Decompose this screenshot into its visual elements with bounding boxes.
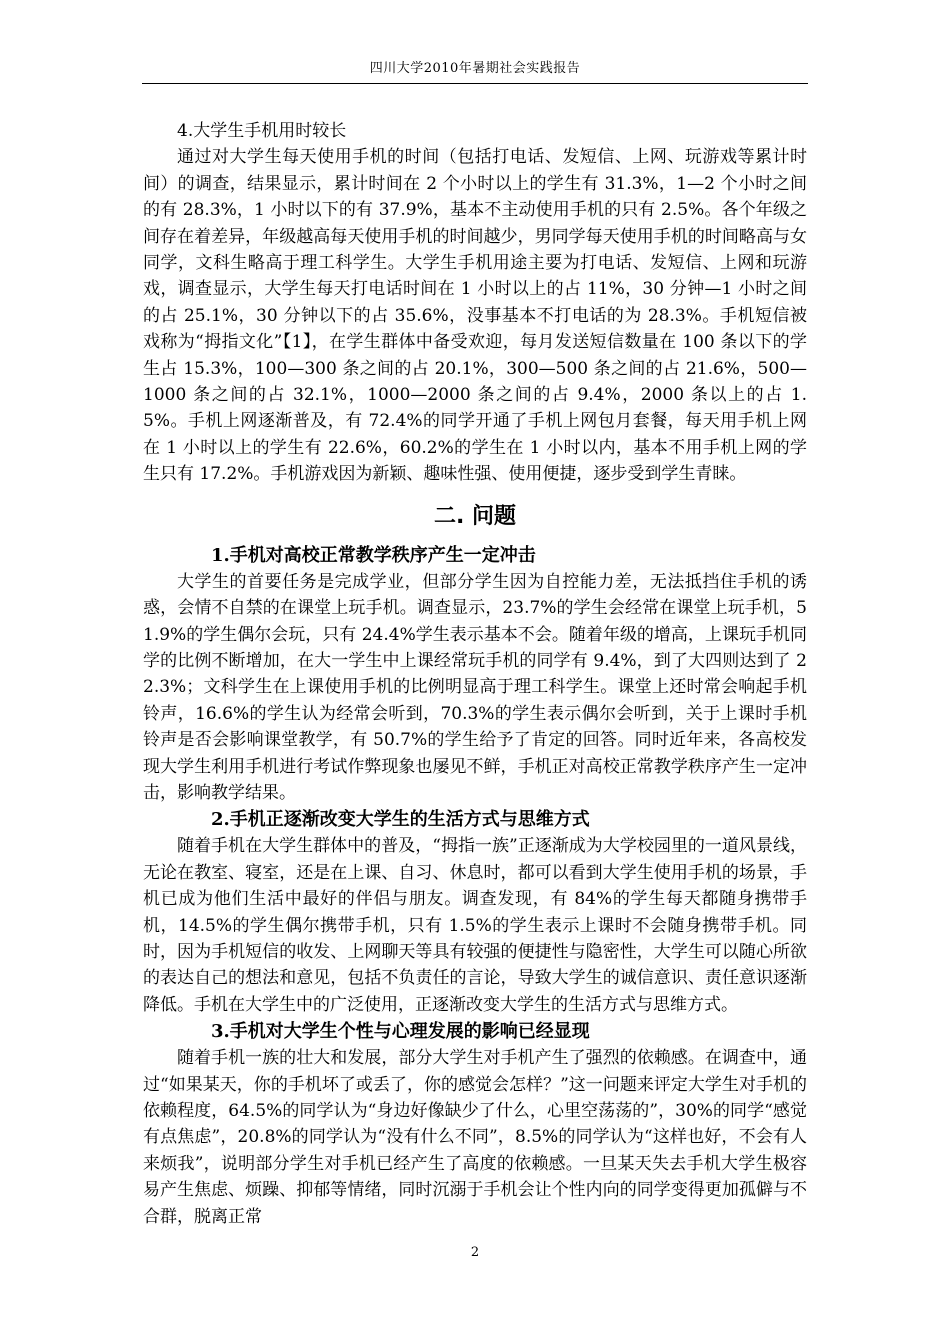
header-divider: [142, 83, 808, 84]
paragraph-teaching-order: 大学生的首要任务是完成学业，但部分学生因为自控能力差，无法抵挡住手机的诱惑，会情不自禁的在课堂上玩手机。调查显示，23.7%的学生会经常在课堂上玩手机，51.9%的学生偶尔会玩，只有 24.4%学生表示基本不会。随着年级的增高，上课玩手机同学的比例不断增加，在大一学生中上课经常玩手机的同学有 9.4%，到了大四则达到了 22.3%；文科学生在上课使用手机的比例明显高于理工科学生。课堂上还时常会响起手机铃声，16.6%的学生认为经常会听到，70.3%的学生表示偶尔会听到，关于上课时手机铃声是否会影响课堂教学，有 50.7%的学生给予了肯定的回答。同时近年来，各高校发现大学生利用手机进行考试作弊现象也屡见不鲜，手机正对高校正常教学秩序产生一定冲击，影响教学结果。: [143, 571, 807, 803]
subsection-heading-teaching-order: 1.手机对高校正常教学秩序产生一定冲击: [211, 544, 536, 566]
paragraph-phone-usage-time: 通过对大学生每天使用手机的时间（包括打电话、发短信、上网、玩游戏等累计时间）的调查，结果显示，累计时间在 2 个小时以上的学生有 31.3%，1—2 个小时之间的有 28.3%，1 小时以下的有 37.9%，基本不主动使用手机的只有 2.5%。各个年级之间存在着差异，年级越高每天使用手机的时间越少，男同学每天使用手机的时间略高与女同学，文科生略高于理工科学生。大学生手机用途主要为打电话、发短信、上网和玩游戏，调查显示，大学生每天打电话时间在 1 小时以上的占 11%，30 分钟—1 小时之间的占 25.1%，30 分钟以下的占 35.6%，没事基本不打电话的为 28.3%。手机短信被戏称为“拇指文化”【1】，在学生群体中备受欢迎，每月发送短信数量在 100 条以下的学生占 15.3%，100—300 条之间的占 20.1%，300—500 条之间的占 21.6%，500—1000 条之间的占 32.1%，1000—2000 条之间的占 9.4%，2000 条以上的占 1.5%。手机上网逐渐普及，有 72.4%的同学开通了手机上网包月套餐，每天用手机上网在 1 小时以上的学生有 22.6%，60.2%的学生在 1 小时以内，基本不用手机上网的学生只有 17.2%。手机游戏因为新颖、趣味性强、使用便捷，逐步受到学生青睐。: [143, 147, 807, 485]
paragraph-psychology: 随着手机一族的壮大和发展，部分大学生对手机产生了强烈的依赖感。在调查中，通过“如果某天，你的手机坏了或丢了，你的感觉会怎样？”这一问题来评定大学生对手机的依赖程度，64.5%的同学认为“身边好像缺少了什么，心里空荡荡的”，30%的同学“感觉有点焦虑”，20.8%的同学认为“没有什么不同”，8.5%的同学认为“这样也好，不会有人来烦我”，说明部分学生对手机已经产生了高度的依赖感。一旦某天失去手机大学生极容易产生焦虑、烦躁、抑郁等情绪，同时沉溺于手机会让个性内向的同学变得更加孤僻与不合群，脱离正常: [143, 1048, 807, 1227]
page-body: [143, 118, 807, 1230]
running-header: 四川大学2010年暑期社会实践报告: [369, 61, 581, 76]
subsection-heading-psychology: 3.手机对大学生个性与心理发展的影响已经显现: [211, 1021, 590, 1043]
page-number: 2: [470, 1245, 480, 1260]
paragraph-lifestyle: 随着手机在大学生群体中的普及，“拇指一族”正逐渐成为大学校园里的一道风景线，无论在教室、寝室，还是在上课、自习、休息时，都可以看到大学生使用手机的场景，手机已成为他们生活中最好的伴侣与朋友。调查发现，有 84%的学生每天都随身携带手机，14.5%的学生偶尔携带手机，只有 1.5%的学生表示上课时不会随身携带手机。同时，因为手机短信的收发、上网聊天等具有较强的便捷性与隐密性，大学生可以随心所欲的表达自己的想法和意见，包括不负责任的言论，导致大学生的诚信意识、责任意识逐渐降低。手机在大学生中的广泛使用，正逐渐改变大学生的生活方式与思维方式。: [143, 836, 807, 1015]
section-title-problems: 二. 问题: [433, 503, 517, 529]
subsection-heading-lifestyle: 2.手机正逐渐改变大学生的生活方式与思维方式: [211, 809, 590, 831]
subsection-heading-phone-usage-time: 4.大学生手机用时较长: [177, 121, 347, 141]
